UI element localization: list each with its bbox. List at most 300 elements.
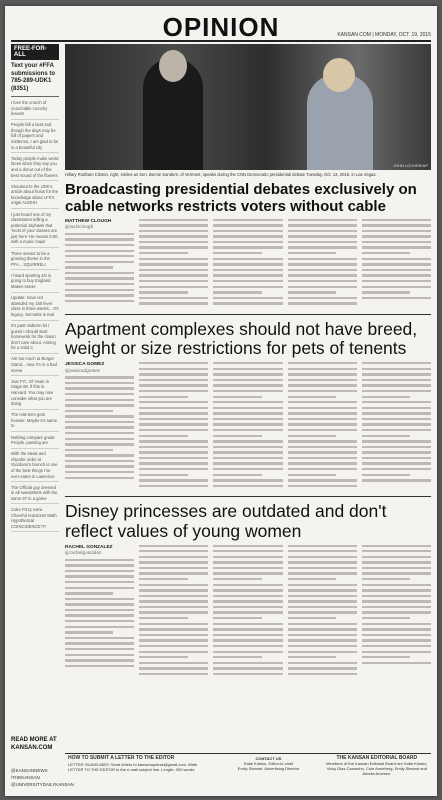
text-line: [362, 567, 431, 569]
text-line: [139, 258, 208, 260]
text-line: [288, 263, 357, 265]
text-line: [65, 603, 134, 605]
text-line: [139, 578, 187, 580]
instagram-handle[interactable]: @UNIVERSITYDAILYKANSAN: [11, 782, 74, 787]
text-line: [139, 617, 187, 619]
text-line: [139, 639, 208, 641]
text-line: [65, 449, 113, 451]
text-line: [362, 246, 431, 248]
text-line: [288, 673, 357, 675]
text-line: [139, 645, 208, 647]
text-line: [213, 468, 282, 470]
ffa-item: There seems to be a growing theme in the FFA... SQUIRREL!: [11, 251, 59, 271]
text-line: [362, 462, 431, 464]
text-line: [213, 258, 282, 260]
text-line: [362, 572, 431, 574]
text-line: [288, 556, 357, 558]
text-line: [139, 468, 208, 470]
text-line: [213, 368, 282, 370]
text-line: [65, 443, 134, 445]
body-text: [213, 362, 282, 487]
text-line: [288, 230, 357, 232]
text-line: [362, 291, 410, 293]
text-line: [139, 302, 208, 304]
text-line: [139, 667, 208, 669]
text-line: [213, 457, 282, 459]
text-line: [139, 379, 208, 381]
twitter-handle: @jessicadgomez: [65, 367, 100, 373]
text-line: [213, 556, 282, 558]
text-line: [139, 628, 208, 630]
text-line: [288, 246, 357, 248]
text-line: [139, 429, 208, 431]
text-line: [139, 435, 187, 437]
text-line: [288, 468, 357, 470]
text-line: [213, 479, 282, 481]
text-line: [213, 263, 282, 265]
text-line: [288, 286, 357, 288]
text-line: [65, 637, 134, 639]
text-line: [65, 575, 134, 577]
text-line: [65, 266, 113, 268]
text-line: [362, 606, 431, 608]
text-line: [139, 457, 208, 459]
text-line: [362, 269, 431, 271]
text-line: [139, 274, 208, 276]
text-line: [288, 606, 357, 608]
text-line: [65, 614, 134, 616]
text-line: [213, 224, 282, 226]
text-line: [362, 617, 410, 619]
text-line: [288, 561, 357, 563]
ffa-item: It's past midterm lol I guess I should start homework for the class I don't care about. Aiming for a solid C: [11, 323, 59, 354]
text-line: [362, 263, 431, 265]
text-line: [288, 451, 357, 453]
text-line: [213, 617, 261, 619]
text-line: [213, 379, 282, 381]
text-line: [139, 634, 208, 636]
text-line: [139, 462, 208, 464]
text-line: [139, 297, 208, 299]
text-line: [213, 584, 282, 586]
text-line: [213, 634, 282, 636]
text-line: [288, 384, 357, 386]
text-line: [362, 645, 431, 647]
text-line: [213, 595, 282, 597]
ffa-item: Coke Fizzy extra Cheerful reactions! Math Hypothetical COINCIDENCE?!?: [11, 507, 59, 532]
text-line: [288, 462, 357, 464]
text-line: [139, 474, 187, 476]
text-line: [213, 297, 282, 299]
text-line: [288, 368, 357, 370]
text-line: [65, 250, 134, 252]
text-line: [213, 219, 282, 221]
text-line: [362, 286, 431, 288]
text-line: [288, 274, 357, 276]
text-line: [213, 302, 282, 304]
text-line: [213, 280, 282, 282]
text-line: [139, 219, 208, 221]
text-line: [213, 673, 282, 675]
text-line: [288, 617, 336, 619]
text-line: [288, 407, 357, 409]
text-line: [65, 665, 134, 667]
text-line: [139, 584, 208, 586]
text-line: [139, 368, 208, 370]
ffa-item: Today people make weird faces when they say you and a donut out of the best sound of the flowers: [11, 156, 59, 181]
text-line: [139, 545, 208, 547]
text-line: [213, 545, 282, 547]
twitter-handle: @mattclough: [65, 224, 94, 230]
text-line: [288, 550, 357, 552]
text-line: [65, 399, 134, 401]
text-line: [213, 412, 282, 414]
text-line: [65, 570, 134, 572]
text-line: [288, 302, 357, 304]
text-line: [288, 435, 336, 437]
text-line: [65, 387, 134, 389]
body-text: [288, 362, 357, 487]
text-line: [362, 258, 431, 260]
submit-letter-box: [65, 754, 214, 788]
text-line: [213, 474, 261, 476]
facebook-handle[interactable]: /THEKANSAN: [11, 775, 40, 780]
body-text: [139, 362, 208, 487]
text-line: [362, 662, 431, 664]
article-body-disney: [65, 545, 431, 679]
text-line: [362, 401, 431, 403]
text-line: [65, 631, 113, 633]
text-line: [362, 545, 431, 547]
divider: [65, 314, 431, 315]
text-line: [139, 291, 187, 293]
text-line: [288, 457, 357, 459]
text-line: [213, 246, 282, 248]
text-line: [213, 384, 282, 386]
text-line: [139, 269, 208, 271]
text-line: [65, 432, 134, 434]
text-line: [213, 606, 282, 608]
text-line: [65, 238, 134, 240]
text-line: [65, 277, 134, 279]
board-title: THE KANSAN EDITORIAL BOARD: [336, 755, 418, 761]
text-line: [288, 595, 357, 597]
text-line: [139, 423, 208, 425]
text-line: [213, 628, 282, 630]
body-text: [362, 219, 431, 299]
text-line: [288, 269, 357, 271]
text-line: [213, 485, 282, 487]
body-text: [213, 545, 282, 676]
newspaper-page: [5, 6, 437, 796]
text-line: [288, 628, 357, 630]
text-line: [139, 561, 208, 563]
text-line: [288, 291, 336, 293]
contact-title: CONTACT US: [255, 756, 282, 761]
text-line: [362, 639, 431, 641]
divider: [65, 496, 431, 497]
text-line: [139, 241, 208, 243]
main-column: [65, 44, 431, 678]
text-line: [288, 479, 357, 481]
text-line: [65, 609, 134, 611]
text-line: [362, 252, 410, 254]
text-line: [213, 446, 282, 448]
text-line: [288, 224, 357, 226]
ffa-item: The Official guy dressed in all sweatshirts with the same 97 in a game: [11, 485, 59, 505]
contact-editor: Katie Kutsko, Editor-in-chief: [243, 761, 294, 766]
text-line: [288, 446, 357, 448]
byline: JESSICA GOMEZ: [65, 362, 105, 368]
section-title: OPINION: [162, 12, 280, 42]
article-headline-apartments[interactable]: Apartment complexes should not have breed, weight or size restrictions for pets of tenents: [65, 318, 418, 359]
text-line: [139, 407, 208, 409]
text-line: [213, 600, 282, 602]
byline: RACHEL GONZALEZ: [65, 544, 113, 550]
text-line: [213, 362, 282, 364]
text-line: [139, 572, 208, 574]
text-line: [65, 564, 134, 566]
photo-head-left: [159, 50, 187, 82]
text-line: [65, 376, 134, 378]
text-line: [213, 451, 282, 453]
ffa-item: People fall a best and though the days may be full of papers and midterms, I am glad to be in a beautiful city: [11, 122, 59, 153]
ffa-list: [11, 100, 59, 532]
text-line: [362, 224, 431, 226]
text-line: [288, 401, 357, 403]
text-line: [362, 628, 431, 630]
ffa-item: Update: have not attended my 150 level class in three weeks... It's legacy. Semonts is real: [11, 295, 59, 320]
text-line: [362, 235, 431, 237]
text-line: [288, 651, 357, 653]
body-text: [362, 545, 431, 665]
text-line: [288, 241, 357, 243]
text-line: [139, 280, 208, 282]
text-line: [362, 611, 431, 613]
article-headline-debates[interactable]: Broadcasting presidential debates exclusively on cable networks restricts voters without cable: [65, 181, 417, 215]
text-line: [139, 446, 208, 448]
text-line: [65, 592, 113, 594]
text-line: [139, 611, 208, 613]
twitter-handle[interactable]: @KANSANNEWS: [11, 768, 48, 773]
text-line: [362, 474, 410, 476]
text-line: [362, 584, 431, 586]
text-line: [288, 545, 357, 547]
text-line: [362, 219, 431, 221]
text-line: [362, 457, 431, 459]
article-headline-disney[interactable]: Disney princesses are outdated and don't reflect values of young women: [65, 501, 387, 541]
text-line: [362, 600, 431, 602]
text-line: [362, 589, 431, 591]
text-line: [65, 642, 134, 644]
text-line: [139, 567, 208, 569]
text-line: [362, 418, 431, 420]
text-line: [362, 412, 431, 414]
text-line: [65, 620, 134, 622]
text-line: [362, 651, 431, 653]
text-line: [213, 623, 282, 625]
text-line: [213, 423, 282, 425]
text-line: [288, 600, 357, 602]
text-line: [65, 289, 134, 291]
text-line: [362, 390, 431, 392]
text-line: [65, 261, 134, 263]
text-line: [139, 235, 208, 237]
text-line: [139, 286, 208, 288]
text-line: [65, 460, 134, 462]
text-line: [139, 230, 208, 232]
text-line: [213, 429, 282, 431]
dateline: KANSAN.COM | MONDAY, OCT. 19, 2015: [337, 32, 431, 38]
text-line: [362, 429, 431, 431]
text-line: [288, 219, 357, 221]
text-line: [139, 595, 208, 597]
text-line: [362, 241, 431, 243]
text-line: [288, 252, 336, 254]
text-line: [139, 600, 208, 602]
text-line: [288, 390, 357, 392]
photo-caption: Hillary Rodham Clinton, right, smiles as Sen. Bernie Sanders, of Vermont, speaks during the CNN Democratic presidential debate Tuesday, Oct. 13, 2015, in Las Vegas.: [65, 172, 377, 177]
text-line: [362, 230, 431, 232]
text-line: [65, 477, 134, 479]
ffa-item: Just FYI, Ol' Sean in Stage 69, if this is Harvard. You may now consider what you are doing: [11, 379, 59, 410]
text-line: [288, 440, 357, 442]
text-line: [65, 294, 134, 296]
text-line: [362, 280, 431, 282]
text-line: [213, 550, 282, 552]
body-text: [139, 219, 208, 305]
text-line: [139, 412, 208, 414]
text-line: [362, 578, 410, 580]
ffa-item: The mid-term gets heavier. Maybe it's same to: [11, 412, 59, 432]
text-line: [288, 379, 357, 381]
ffa-item: With the steak and chipotle order at Giordano's brunch is one of the best things I've ever eaten in Lawrence: [11, 451, 59, 482]
text-line: [139, 589, 208, 591]
ffa-read-more[interactable]: READ MORE AT KANSAN.COM: [11, 737, 57, 751]
text-line: [213, 572, 282, 574]
text-line: [288, 396, 336, 398]
text-line: [213, 611, 282, 613]
text-line: [288, 423, 357, 425]
text-line: [139, 479, 208, 481]
text-line: [65, 272, 134, 274]
body-text: [65, 233, 134, 302]
text-line: [362, 384, 431, 386]
text-line: [213, 286, 282, 288]
text-line: [65, 426, 134, 428]
text-line: [288, 280, 357, 282]
divider: [11, 96, 59, 97]
text-line: [362, 362, 431, 364]
text-line: [65, 454, 134, 456]
text-line: [213, 662, 282, 664]
text-line: [139, 418, 208, 420]
text-line: [65, 255, 134, 257]
text-line: [362, 297, 431, 299]
text-line: [213, 645, 282, 647]
text-line: [362, 468, 431, 470]
text-line: [139, 662, 208, 664]
text-line: [65, 465, 134, 467]
text-line: [288, 567, 357, 569]
text-line: [139, 401, 208, 403]
text-line: [213, 252, 261, 254]
article-body-debates: [65, 219, 431, 308]
board-text: Members of the Kansan Editorial Board are Katie Kutsko, Vicky Diaz-Camacho, Cole Anneberg, Emily Stewart and Amelia Arvesen.: [326, 761, 428, 776]
text-line: [362, 634, 431, 636]
text-line: [139, 440, 208, 442]
text-line: [65, 654, 134, 656]
page-footer: [65, 753, 431, 788]
text-line: [65, 626, 134, 628]
byline: MATTHEW CLOUGH: [65, 218, 112, 224]
text-line: [362, 423, 431, 425]
text-line: [213, 390, 282, 392]
ffa-header: FREE-FOR-ALL: [11, 44, 59, 60]
text-line: [362, 550, 431, 552]
text-line: [213, 401, 282, 403]
text-line: [213, 241, 282, 243]
text-line: [139, 263, 208, 265]
text-line: [65, 244, 134, 246]
text-line: [288, 578, 336, 580]
text-line: [139, 673, 208, 675]
text-line: [139, 246, 208, 248]
text-line: [362, 595, 431, 597]
free-for-all-sidebar: [11, 44, 74, 788]
text-line: [139, 362, 208, 364]
submit-text: LETTER GUIDELINES: Send letters to kansanopdesk@gmail.com. Write LETTER TO THE EDITOR in the e-mail subject line. Length: 300 words.: [68, 762, 198, 772]
text-line: [139, 550, 208, 552]
text-line: [362, 451, 431, 453]
body-text: [65, 376, 134, 479]
text-line: [139, 252, 187, 254]
text-line: [362, 440, 431, 442]
text-line: [288, 362, 357, 364]
ffa-item: Shoutout to the UDK's article about hulus for the knowledge about LFK's origin AUGHH: [11, 184, 59, 209]
text-line: [213, 396, 261, 398]
text-line: [288, 623, 357, 625]
contact-box: [214, 754, 322, 788]
text-line: [213, 440, 282, 442]
body-text: [362, 362, 431, 482]
text-line: [213, 639, 282, 641]
text-line: [288, 662, 357, 664]
text-line: [288, 485, 357, 487]
text-line: [362, 396, 410, 398]
body-text: [139, 545, 208, 676]
text-line: [288, 656, 336, 658]
ffa-item: I love the crunch of crunchable crunchy leaves!: [11, 100, 59, 120]
photo-credit: JOHN LOCHER/AP: [392, 163, 428, 168]
text-line: [362, 368, 431, 370]
text-line: [288, 572, 357, 574]
text-line: [288, 645, 357, 647]
text-line: [288, 639, 357, 641]
twitter-handle: @rachelgonzalez: [65, 550, 102, 556]
text-line: [288, 474, 336, 476]
text-line: [65, 393, 134, 395]
text-line: [65, 438, 134, 440]
text-line: [288, 373, 357, 375]
text-line: [213, 651, 282, 653]
text-line: [288, 611, 357, 613]
ffa-item: Ate too much at Burger Stand... now I'm in a bad scene: [11, 356, 59, 376]
text-line: [362, 656, 410, 658]
text-line: [213, 407, 282, 409]
text-line: [213, 235, 282, 237]
editorial-board-box: [323, 754, 431, 788]
